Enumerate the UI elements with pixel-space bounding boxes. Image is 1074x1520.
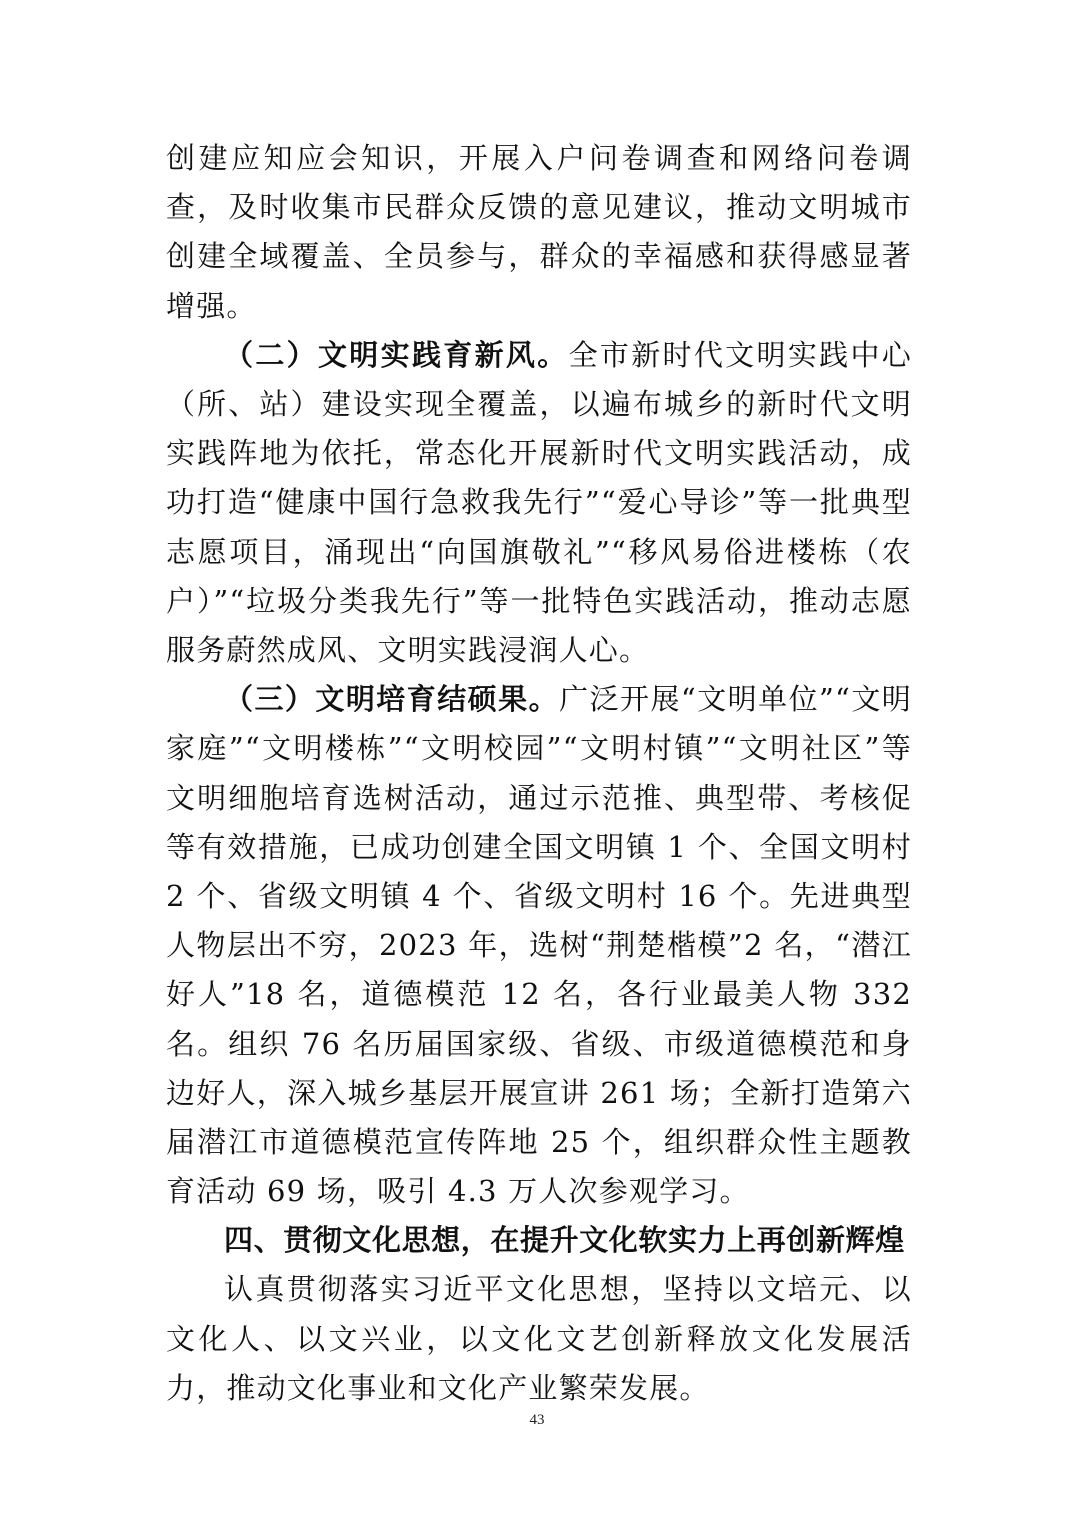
paragraph-civilization-cultivation-body: 广泛开展“文明单位”“文明家庭”“文明楼栋”“文明校园”“文明村镇”“文明社区”等文明细胞培育选树活动，通过示范推、典型带、考核促等有效措施，已成功创建全国文明镇 1 个、全国文明村 2 个、省级文明镇 4 个、省级文明村 16 个。先进典型人物层出不穷，2023 年，选树“荆楚楷模”2 名，“潜江好人”18 名，道德模范 12 名，各行业最美人物 332 名。组织 76 名历届国家级、省级、市级道德模范和身边好人，深入城乡基层开展宣讲 261 场；全新打造第六届潜江市道德模范宣传阵地 25 个，组织群众性主题教育活动 69 场，吸引 4.3 万人次参观学习。 xyxy=(166,682,912,1209)
paragraph-civilized-city-feedback: 创建应知应会知识，开展入户问卷调查和网络问卷调查，及时收集市民群众反馈的意见建议，推动文明城市创建全域覆盖、全员参与，群众的幸福感和获得感显著增强。 xyxy=(166,141,912,323)
paragraph-cultural-thought: 认真贯彻落实习近平文化思想，坚持以文培元、以文化人、以文兴业，以文化文艺创新释放文化发展活力，推动文化事业和文化产业繁荣发展。 xyxy=(166,1272,912,1405)
paragraph-civilization-cultivation xyxy=(166,675,912,1216)
page-content xyxy=(166,134,912,1413)
paragraph-civilization-practice-body: 全市新时代文明实践中心（所、站）建设实现全覆盖，以遍布城乡的新时代文明实践阵地为依托，常态化开展新时代文明实践活动，成功打造“健康中国行急救我先行”“爱心导诊”等一批典型志愿项目，涌现出“向国旗敬礼”“移风易俗进楼栋（农户）”“垃圾分类我先行”等一批特色实践活动，推动志愿服务蔚然成风、文明实践浸润人心。 xyxy=(166,337,912,668)
subheading-civilization-cultivation: （三）文明培育结硕果。 xyxy=(224,682,560,717)
page-number: 43 xyxy=(529,1412,545,1428)
section-heading-cultural-thought: 四、贯彻文化思想，在提升文化软实力上再创新辉煌 xyxy=(224,1223,905,1258)
subheading-civilization-practice: （二）文明实践育新风。 xyxy=(224,337,569,372)
paragraph-civilization-practice xyxy=(166,331,912,675)
